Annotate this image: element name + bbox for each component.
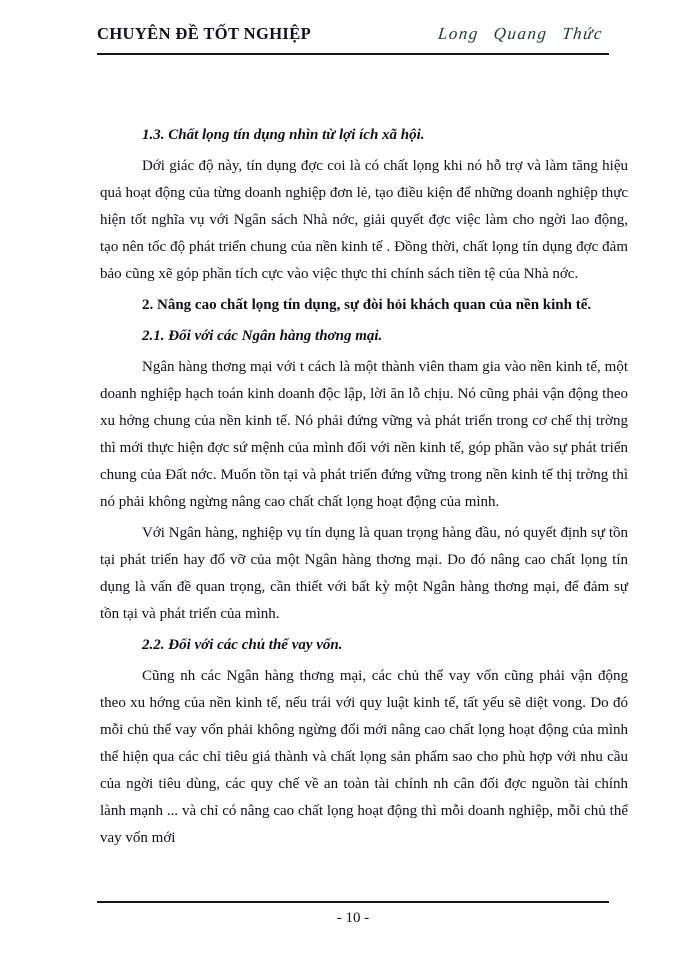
document-body xyxy=(100,122,628,856)
header-author-signature: Long Quang Thức xyxy=(437,24,605,43)
header-title: CHUYÊN ĐỀ TỐT NGHIỆP xyxy=(97,24,312,43)
page-number: - 10 - xyxy=(336,910,370,926)
heading-1-3: 1.3. Chất lọng tín dụng nhìn từ lợi ích xã hội. xyxy=(142,127,425,143)
paragraph-commercial-banks-2: Với Ngân hàng, nghiệp vụ tín dụng là quan trọng hàng đầu, nó quyết định sự tồn tại phát triển hay đổ vỡ của một Ngân hàng thơng mại. Do đó nâng cao chất lọng tín dụng là vấn đề quan trọng, cần thiết với bất kỳ một Ngân hàng thơng mại, để đảm sự tồn tại và phát triển của mình. xyxy=(100,525,628,622)
page-header xyxy=(97,24,609,55)
heading-2-2: 2.2. Đối với các chủ thể vay vốn. xyxy=(142,637,343,653)
heading-2: 2. Nâng cao chất lọng tín dụng, sự đòi hỏi khách quan của nền kinh tế. xyxy=(142,297,592,313)
heading-2-1: 2.1. Đối với các Ngân hàng thơng mại. xyxy=(142,328,383,344)
paragraph-borrowers: Cũng nh các Ngân hàng thơng mại, các chủ thể vay vốn cũng phải vận động theo xu hớng của nền kinh tế, nếu trái với quy luật kinh tế, tất yếu sẽ diệt vong. Do đó mỗi chủ thể vay vốn phải không ngừng đổi mới nâng cao chất lọng hoạt động của mình thể hiện qua các chỉ tiêu giá thành và chất lọng sản phẩm sao cho phù hợp với nhu cầu của ngời tiêu dùng, các quy chế về an toàn tài chính nh cân đối đợc nguồn tài chính lành mạnh ... và chỉ có nâng cao chất lọng hoạt động thì mỗi doanh nghiệp, mỗi chủ thể vay vốn mới xyxy=(100,668,628,846)
paragraph-credit-quality-social: Dới giác độ này, tín dụng đợc coi là có chất lọng khi nó hỗ trợ và làm tăng hiệu quả hoạt động của từng doanh nghiệp đơn lẻ, tạo điều kiện để những doanh nghiệp thực hiện tốt nghĩa vụ với Ngân sách Nhà nớc, giải quyết đợc việc làm cho ngời lao động, tạo nên tốc độ phát triển chung của nền kinh tế . Đồng thời, chất lọng tín dụng đợc đảm bảo cũng xẽ góp phần tích cực vào việc thực thi chính sách tiền tệ của Nhà nớc. xyxy=(100,158,628,282)
paragraph-commercial-banks-1: Ngân hàng thơng mại với t cách là một thành viên tham gia vào nền kinh tế, một doanh nghiệp hạch toán kinh doanh độc lập, lời ăn lỗ chịu. Nó cũng phải vận động theo xu hớng chung của nền kinh tế. Nó phải đứng vững và phát triển trong cơ chế thị trờng thì mới thực hiện đợc sứ mệnh của mình đối với nền kinh tế, góp phần vào sự phát triển chung của Đất nớc. Muốn tồn tại và phát triển đứng vững trong nền kinh tế thị trờng thì nó phải không ngừng nâng cao chất chất lọng hoạt động của mình. xyxy=(100,359,628,510)
page-footer xyxy=(97,901,609,927)
